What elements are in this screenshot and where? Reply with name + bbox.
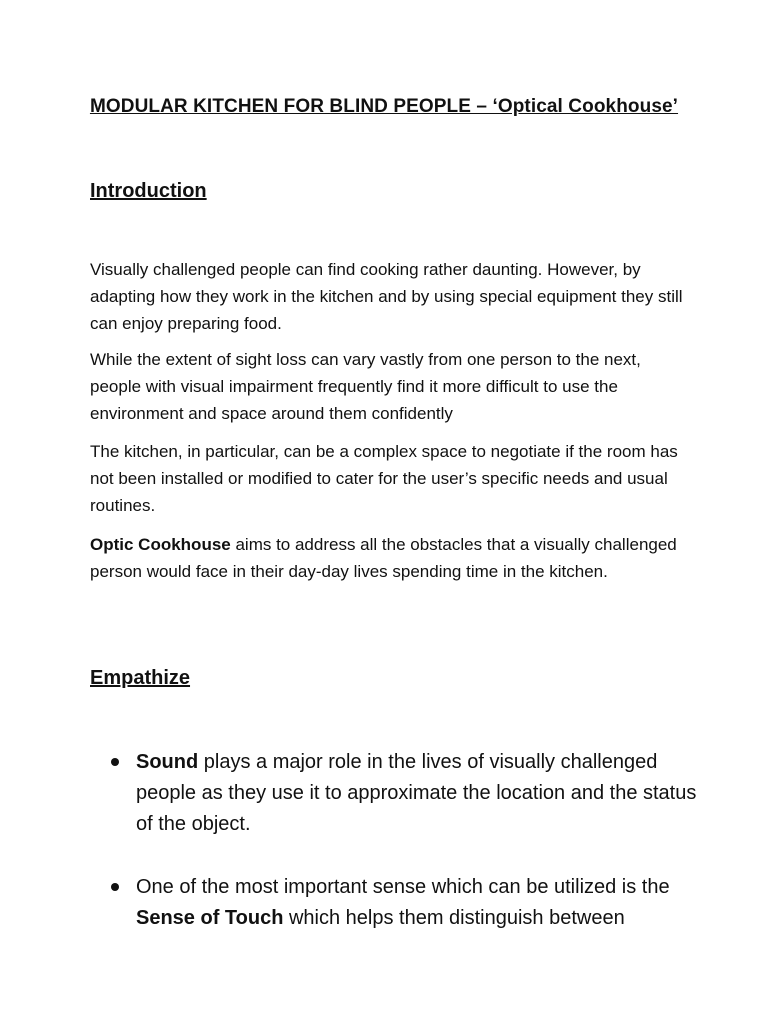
intro-closing-paragraph: [90, 531, 690, 585]
intro-paragraph: The kitchen, in particular, can be a complex space to negotiate if the room has not been installed or modified to cater for the user’s specific needs and usual routines.: [90, 442, 678, 515]
list-item: [108, 747, 698, 840]
product-name: Optic Cookhouse: [90, 535, 231, 554]
closing-text: aims to address all the obstacles that a visually challenged person would face in their day-day lives spending time in the kitchen.: [90, 535, 677, 581]
bullet-bold-text: Sound: [136, 751, 199, 773]
bullet-text: which helps them distinguish between: [283, 907, 625, 929]
bullet-icon: [111, 758, 119, 766]
empathize-list: [108, 747, 698, 840]
list-item: [108, 872, 698, 934]
intro-paragraph: While the extent of sight loss can vary vastly from one person to the next, people with visual impairment frequently find it more difficult to use the environment and space around them confidently: [90, 350, 641, 423]
bullet-text: plays a major role in the lives of visually challenged people as they use it to approximate the location and the status of the object.: [136, 751, 697, 835]
bullet-icon: [111, 883, 119, 891]
empathize-heading: Empathize: [90, 667, 191, 689]
intro-paragraph: Visually challenged people can find cooking rather daunting. However, by adapting how they work in the kitchen and by using special equipment they still can enjoy preparing food.: [90, 260, 683, 333]
bullet-text: One of the most important sense which can be utilized is the: [136, 876, 670, 898]
empathize-list: [108, 872, 698, 934]
introduction-heading: Introduction: [90, 180, 207, 202]
bullet-bold-text: Sense of Touch: [136, 907, 284, 929]
document-title: MODULAR KITCHEN FOR BLIND PEOPLE – ‘Optical Cookhouse’: [89, 96, 679, 117]
